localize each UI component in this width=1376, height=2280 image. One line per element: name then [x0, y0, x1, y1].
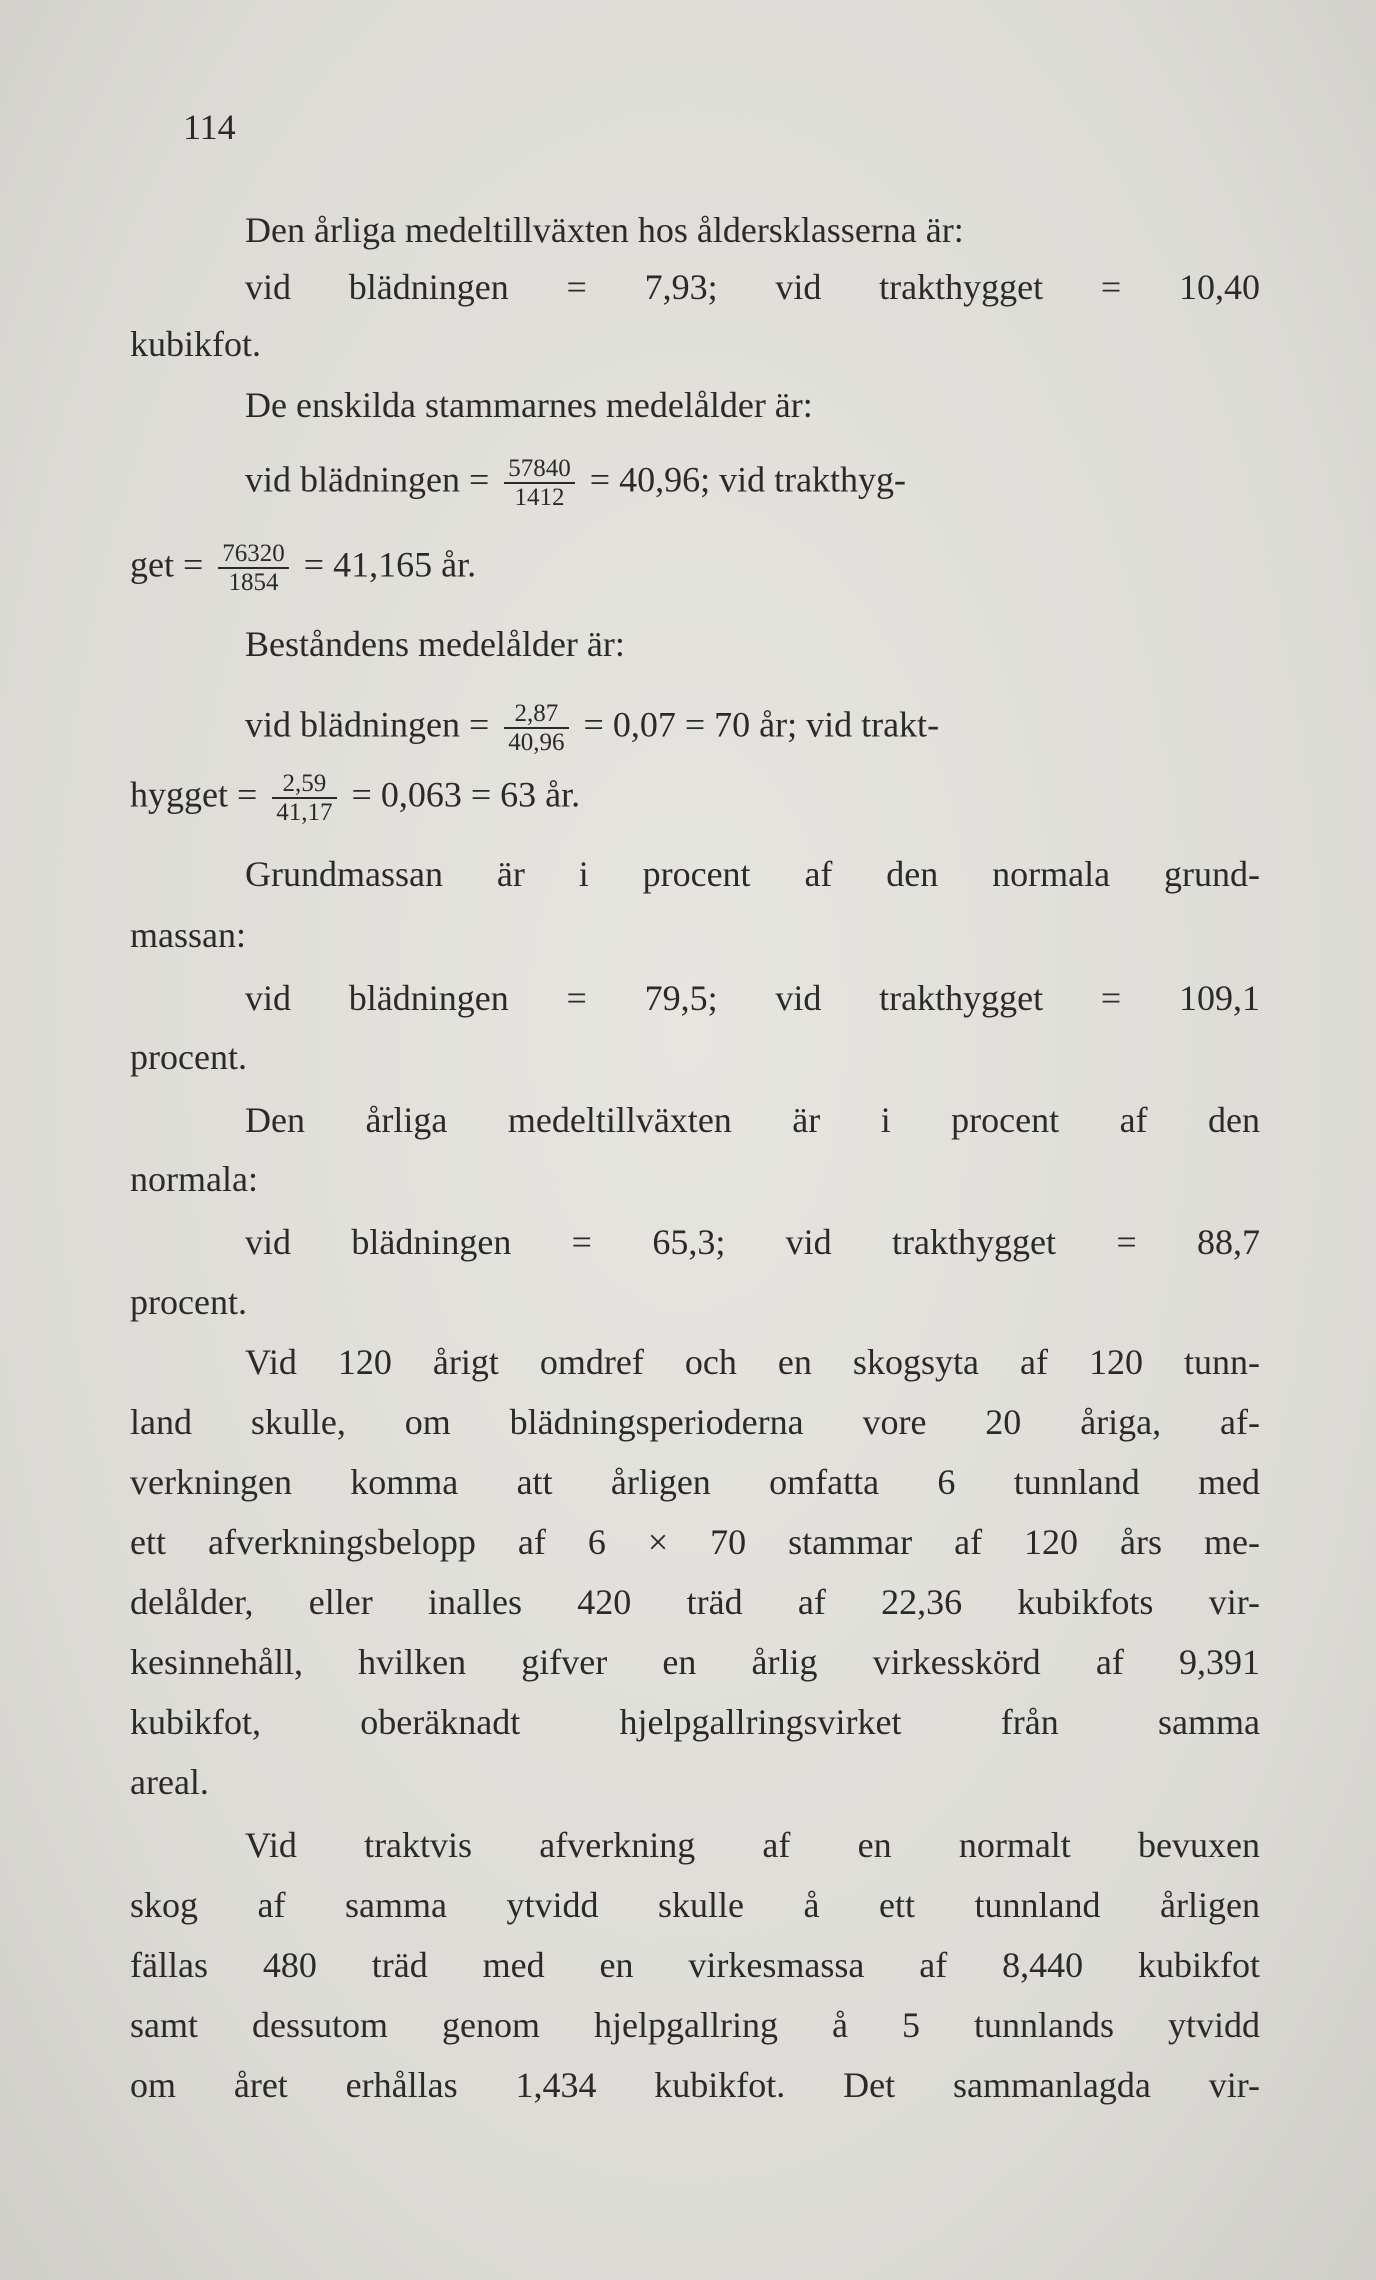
- fraction-denominator: 41,17: [276, 799, 333, 826]
- fraction-numerator: 2,87: [504, 700, 568, 729]
- text-line: De enskilda stammarnes medelålder är:: [245, 385, 813, 425]
- text-line: om året erhållas 1,434 kubikfot. Det sammanlagda vir-: [130, 2065, 1260, 2105]
- text-line: kesinnehåll, hvilken gifver en årlig virkesskörd af 9,391: [130, 1642, 1260, 1682]
- fraction-numerator: 2,59: [272, 770, 336, 799]
- formula-line: [245, 455, 1260, 511]
- fraction: [218, 540, 289, 596]
- text-line: delålder, eller inalles 420 träd af 22,36 kubikfots vir-: [130, 1582, 1260, 1622]
- text-line: ett afverkningsbelopp af 6 × 70 stammar af 120 års me-: [130, 1522, 1260, 1562]
- formula-text: get =: [130, 544, 204, 585]
- fraction: [504, 700, 568, 756]
- text-line: kubikfot, oberäknadt hjelpgallringsvirket från samma: [130, 1702, 1260, 1742]
- text-line: samt dessutom genom hjelpgallring å 5 tunnlands ytvidd: [130, 2005, 1260, 2045]
- formula-text: vid blädningen =: [245, 704, 490, 745]
- text-line: Beståndens medelålder är:: [245, 624, 625, 664]
- formula-line: [245, 700, 1260, 756]
- fraction-numerator: 57840: [504, 455, 575, 484]
- text-line: vid blädningen = 7,93; vid trakthygget = 10,40: [245, 267, 1260, 307]
- text-line: vid blädningen = 65,3; vid trakthygget = 88,7: [245, 1222, 1260, 1262]
- formula-text: vid blädningen =: [245, 459, 490, 500]
- text-line: skog af samma ytvidd skulle å ett tunnland årligen: [130, 1885, 1260, 1925]
- text-line: areal.: [130, 1762, 209, 1802]
- formula-text: = 41,165 år.: [303, 544, 477, 585]
- fraction-denominator: 1854: [228, 569, 279, 596]
- text-line: Vid traktvis afverkning af en normalt bevuxen: [245, 1825, 1260, 1865]
- fraction-denominator: 1412: [514, 484, 565, 511]
- text-line: procent.: [130, 1037, 247, 1077]
- text-line: vid blädningen = 79,5; vid trakthygget = 109,1: [245, 978, 1260, 1018]
- text-line: verkningen komma att årligen omfatta 6 tunnland med: [130, 1462, 1260, 1502]
- fraction-denominator: 40,96: [508, 729, 565, 756]
- text-line: Vid 120 årigt omdref och en skogsyta af 120 tunn-: [245, 1342, 1260, 1382]
- page-number: 114: [183, 107, 236, 147]
- formula-text: = 0,063 = 63 år.: [351, 774, 581, 815]
- formula-text: = 40,96; vid trakthyg-: [589, 459, 907, 500]
- formula-line: [130, 540, 1260, 596]
- fraction-numerator: 76320: [218, 540, 289, 569]
- text-line: Den årliga medeltillväxten hos åldersklasserna är:: [245, 210, 964, 250]
- text-line: Den årliga medeltillväxten är i procent af den: [245, 1100, 1260, 1140]
- text-line: kubikfot.: [130, 324, 261, 364]
- text-line: normala:: [130, 1159, 258, 1199]
- text-line: land skulle, om blädningsperioderna vore 20 åriga, af-: [130, 1402, 1260, 1442]
- text-line: fällas 480 träd med en virkesmassa af 8,440 kubikfot: [130, 1945, 1260, 1985]
- fraction: [272, 770, 336, 826]
- text-line: procent.: [130, 1282, 247, 1322]
- text-line: Grundmassan är i procent af den normala grund-: [245, 854, 1260, 894]
- formula-text: hygget =: [130, 774, 258, 815]
- text-line: massan:: [130, 915, 246, 955]
- fraction: [504, 455, 575, 511]
- formula-text: = 0,07 = 70 år; vid trakt-: [583, 704, 940, 745]
- formula-line: [130, 770, 1260, 826]
